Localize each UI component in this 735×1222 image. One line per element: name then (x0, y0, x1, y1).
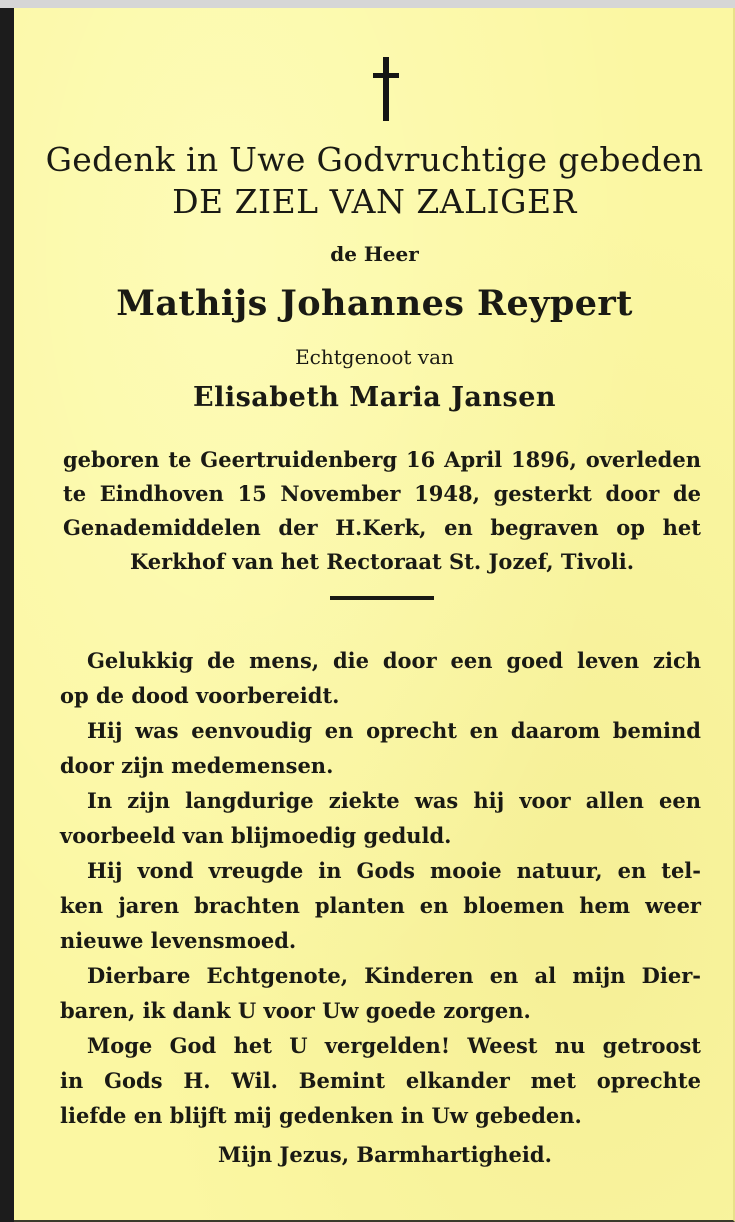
memorial-text-line: ken jaren brachten planten en bloemen hem weer (60, 893, 701, 918)
biography-line: Kerkhof van het Rectoraat St. Jozef, Tivoli. (130, 549, 634, 574)
memorial-text-line: Hij vond vreugde in Gods mooie natuur, en tel- (87, 858, 701, 883)
memorial-text-line: Dierbare Echtgenote, Kinderen en al mijn Dier- (87, 963, 701, 988)
spouse-name: Elisabeth Maria Jansen (192, 382, 556, 413)
heading-line-1: Gedenk in Uwe Godvruchtige gebeden (45, 140, 704, 179)
memorial-text-line: baren, ik dank U voor Uw goede zorgen. (60, 998, 531, 1023)
cross-icon (373, 57, 399, 121)
top-edge (0, 0, 735, 8)
section-divider (330, 596, 434, 600)
deceased-name: Mathijs Johannes Reypert (116, 283, 633, 324)
memorial-text-line: nieuwe levensmoed. (60, 928, 297, 953)
memorial-text-line: Hij was eenvoudig en oprecht en daarom bemind (87, 718, 701, 743)
honorific: de Heer (330, 242, 419, 266)
memorial-text-line: liefde en blijft mij gedenken in Uw gebeden. (60, 1103, 582, 1128)
memorial-text-line: voorbeeld van blijmoedig geduld. (60, 823, 452, 848)
memorial-text-line: Gelukkig de mens, die door een goed leven zich (87, 648, 701, 673)
closing-prayer: Mijn Jezus, Barmhartigheid. (218, 1142, 552, 1167)
memorial-text-line: op de dood voorbereidt. (60, 683, 340, 708)
memorial-text-line: in Gods H. Wil. Bemint elkander met oprechte (60, 1068, 701, 1093)
biography-line: geboren te Geertruidenberg 16 April 1896, overleden (63, 447, 701, 472)
left-edge (0, 8, 14, 1222)
cross-vertical-bar (383, 57, 389, 121)
memorial-text-line: In zijn langdurige ziekte was hij voor allen een (87, 788, 701, 813)
memorial-text-line: door zijn medemensen. (60, 753, 334, 778)
spouse-label: Echtgenoot van (295, 345, 454, 369)
biography-line: te Eindhoven 15 November 1948, gesterkt door de (63, 481, 701, 506)
heading-line-2: DE ZIEL VAN ZALIGER (172, 182, 577, 221)
memorial-text (60, 643, 701, 1133)
cross-horizontal-bar (373, 73, 399, 78)
memorial-text-line: Moge God het U vergelden! Weest nu getroost (87, 1033, 701, 1058)
biography-line: Genademiddelen der H.Kerk, en begraven op het (63, 515, 701, 540)
biography (63, 443, 701, 579)
